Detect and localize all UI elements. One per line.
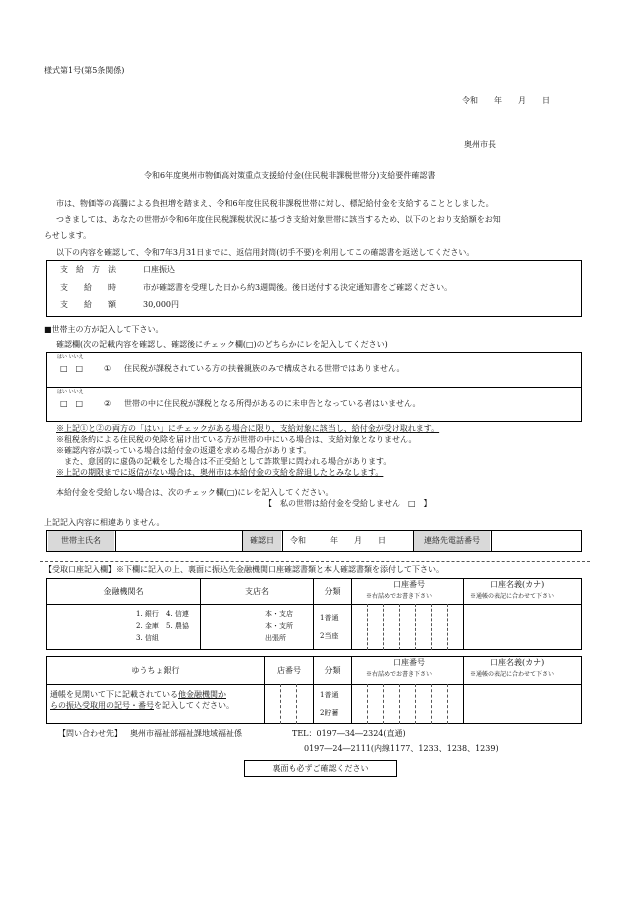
account-number-note: ※右詰めでお書き下さい <box>366 593 433 600</box>
bank-types-col1[interactable] <box>136 609 159 643</box>
yes-no-label: はい いいえ <box>57 354 84 360</box>
account-number-header: 口座番号 <box>393 580 425 589</box>
contact-tel-direct: TEL：0197―34―2324(直通) <box>292 729 406 738</box>
store-number-field[interactable] <box>265 685 312 723</box>
account-holder-header: 口座名義(カナ) <box>490 580 545 589</box>
phone-label: 連絡先電話番号 <box>414 531 490 551</box>
yucho-header: ゆうちょ銀行 <box>131 665 180 675</box>
section-separator <box>40 561 590 562</box>
account-intro: 【受取口座記入欄】※下欄に記入の上、裏面に振込先金融機関口座確認書類と本人確認書類を添付して下さい。 <box>44 565 444 574</box>
yucho-type-option[interactable]: 2貯蓄 <box>320 709 339 717</box>
yucho-instruction-text: 通帳を見開いて下に記載されている <box>50 690 178 699</box>
note-1: ※上記①と②の両方の「はい」にチェックがある場合に限り、支給対象に該当し、給付金が受け取れます。 <box>56 424 440 433</box>
yucho-instruction-emphasis: 他金融機関か <box>178 690 226 699</box>
bank-types-col2[interactable] <box>166 609 189 631</box>
yucho-type-header: 分類 <box>324 665 341 675</box>
intro-paragraph-2-cont: らせします。 <box>44 231 92 240</box>
branch-type-option[interactable]: 出張所 <box>265 634 286 642</box>
yucho-account-number-field[interactable] <box>352 685 462 723</box>
check-item-2-text: 世帯の中に住民税が課税となる所得があるのに未申告となっている者はいません。 <box>124 399 421 408</box>
bank-account-number-field[interactable] <box>352 605 462 649</box>
branch-header: 支店名 <box>245 586 269 596</box>
bank-type-option[interactable]: 2. 金庫 <box>136 622 159 630</box>
confirm-date-value[interactable]: 令和 年 月 日 <box>290 536 386 545</box>
check-instruction: 確認欄(次の記載内容を確認し、確認後にチェック欄(□)のどちらかにレを記入してください) <box>56 340 388 349</box>
note-5: ※上記の期限までに返信がない場合は、奥州市は本給付金の支給を辞退したとみなします。 <box>56 468 384 477</box>
yucho-holder-header: 口座名義(カナ) <box>490 658 545 667</box>
account-holder-note: ※通帳の表記に合わせて下さい <box>470 593 555 600</box>
contact-label: 【問い合わせ先】 <box>58 729 122 738</box>
branch-type-option[interactable]: 本・支所 <box>265 622 293 630</box>
check-item-2-number: ② <box>104 399 112 408</box>
payment-time-value: 市が確認書を受理した日から約3週間後。後日送付する決定通知書をご確認ください。 <box>143 283 453 292</box>
bank-type-option[interactable]: 3. 信組 <box>136 634 159 642</box>
payment-amount-value: 30,000円 <box>143 300 179 309</box>
yucho-holder-note: ※通帳の表記に合わせて下さい <box>470 671 555 678</box>
table-divider <box>115 530 116 552</box>
yucho-number-header: 口座番号 <box>393 658 425 667</box>
yucho-type-option[interactable]: 1普通 <box>320 691 339 699</box>
payment-amount-label: 支 給 額 <box>60 300 116 309</box>
note-2: ※租税条約による住民税の免除を届け出ている方が世帯の中にいる場合は、支給対象となりません。 <box>56 435 417 444</box>
document-title: 令和6年度奥州市物価高対策重点支援給付金(住民税非課税世帯分)支給要件確認書 <box>144 171 436 180</box>
yes-no-label-2: はい いいえ <box>57 389 84 395</box>
contact-department: 奥州市福祉部福祉課地域福祉係 <box>130 729 242 738</box>
yucho-instruction-emphasis: らの振込受取用の記号・番号 <box>50 701 154 710</box>
yucho-account-holder-field[interactable] <box>464 685 581 723</box>
check-item-1-boxes[interactable]: □ □ <box>60 364 84 373</box>
contact-tel-extension: 0197―24―2111(内線1177、1233、1238、1239) <box>304 744 499 753</box>
bank-type-option[interactable]: 5. 農協 <box>166 622 189 630</box>
check-item-1-number: ① <box>104 364 112 373</box>
table-divider <box>282 530 283 552</box>
check-item-1-text: 住民税が課税されている方の扶養親族のみで構成される世帯ではありません。 <box>124 364 405 373</box>
note-3: ※確認内容が誤っている場合は給付金の返還を求める場合があります。 <box>56 446 312 455</box>
account-type-option[interactable]: 1普通 <box>320 614 339 622</box>
consent-statement: 上記記入内容に相違ありません。 <box>44 518 165 527</box>
table-divider <box>491 530 492 552</box>
branch-types[interactable] <box>265 609 293 643</box>
bank-type-option[interactable]: 1. 銀行 <box>136 610 159 618</box>
store-number-header: 店番号 <box>277 665 301 675</box>
check-item-2-boxes[interactable]: □ □ <box>60 399 84 408</box>
addressee: 奥州市長 <box>464 140 496 149</box>
note-4: また、意図的に虚偽の記載をした場合は不正受給として詐欺罪に問われる場合があります。 <box>56 457 392 466</box>
yucho-instruction-line2 <box>50 701 234 711</box>
payment-time-label: 支 給 時 <box>60 283 116 292</box>
decline-instruction: 本給付金を受給しない場合は、次のチェック欄(□)にレを記入してください。 <box>56 488 334 497</box>
check-section-heading: ■世帯主の方が記入して下さい。 <box>44 325 164 334</box>
head-name-label: 世帯主氏名 <box>48 531 114 551</box>
check-divider <box>46 387 582 388</box>
bank-account-holder-field[interactable] <box>464 605 581 649</box>
account-type-option[interactable]: 2当座 <box>320 632 339 640</box>
head-name-field[interactable] <box>118 531 240 551</box>
yucho-number-note: ※右詰めでお書き下さい <box>366 671 433 678</box>
account-types[interactable] <box>320 613 338 641</box>
intro-paragraph-3: 以下の内容を確認して、令和7年3月31日までに、返信用封筒(切手不要)を利用してこの確認書を返送してください。 <box>56 248 475 257</box>
intro-paragraph-1: 市は、物価等の高騰による負担増を踏まえ、令和6年度住民税非課税世帯に対し、標記給付金を支給することとしました。 <box>56 199 494 208</box>
type-header: 分類 <box>324 586 341 596</box>
payment-method-value: 口座振込 <box>143 265 175 274</box>
yucho-instruction-line1 <box>50 690 226 700</box>
bank-type-option[interactable]: 4. 信連 <box>166 610 189 618</box>
phone-field[interactable] <box>493 531 581 551</box>
bank-name-header: 金融機関名 <box>103 586 144 596</box>
date-line: 令和 年 月 日 <box>462 96 550 105</box>
intro-paragraph-2: つきましては、あなたの世帯が令和6年度住民税課税状況に基づき支給対象世帯に該当するため、以下のとおり支給額をお知 <box>56 215 501 224</box>
branch-type-option[interactable]: 本・支店 <box>265 610 293 618</box>
yucho-instruction-text: を記入してください。 <box>154 701 234 710</box>
yucho-account-types[interactable] <box>320 690 338 718</box>
decline-checkbox[interactable]: 【 私の世帯は給付金を受給しません □ 】 <box>264 499 432 508</box>
form-number: 様式第1号(第5条関係) <box>44 66 125 75</box>
payment-method-label: 支 給 方 法 <box>60 265 116 274</box>
footer-notice: 裏面も必ずご確認ください <box>272 763 369 773</box>
confirm-date-label: 確認日 <box>243 531 281 551</box>
